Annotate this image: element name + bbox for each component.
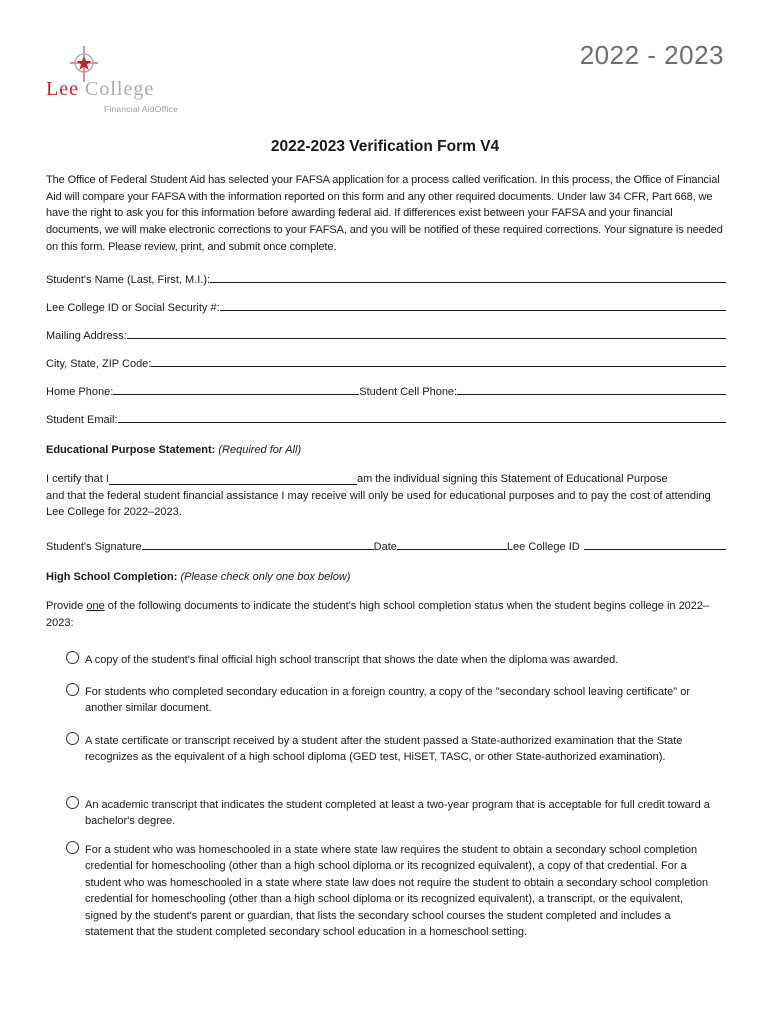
purpose-heading-note: (Required for All) [218, 444, 302, 456]
college-id-line[interactable] [584, 548, 726, 550]
option-academic-transcript-radio[interactable] [66, 796, 79, 809]
option-academic-transcript-label: An academic transcript that indicates the student completed at least a two-year program that is acceptable for full credit toward a bachelor's degree. [85, 799, 710, 828]
mailing-address-label: Mailing Address: [46, 330, 127, 342]
high-school-heading [46, 571, 350, 583]
purpose-heading-title: Educational Purpose Statement: [46, 444, 216, 456]
provide-before: Provide [46, 600, 87, 612]
compass-star-icon [68, 46, 100, 82]
city-state-zip-field[interactable] [46, 354, 726, 370]
cell-phone-line[interactable] [457, 393, 726, 395]
date-line[interactable] [397, 548, 507, 550]
certify-statement [46, 471, 726, 521]
mailing-address-line[interactable] [127, 337, 726, 339]
intro-paragraph: The Office of Federal Student Aid has selected your FAFSA application for a process called verification. In this process, the Office of Financial Aid will compare your FAFSA with the information reported on this form and any other required documents. Under law 34 CFR, Part 668, we have the right to ask you for this information before awarding federal aid. If differences exist between your FAFSA and your financial documents, we will make electronic corrections to your FAFSA, and you will be notified of these required corrections. Your signature is needed on this form. Please review, print, and submit once complete. [46, 174, 723, 253]
student-name-label: Student's Name (Last, First, M.I.): [46, 274, 211, 286]
student-id-line[interactable] [220, 309, 726, 311]
option-transcript-label: A copy of the student's final official high school transcript that shows the date when the diploma was awarded. [85, 654, 619, 666]
student-name-line[interactable] [210, 281, 726, 283]
email-field[interactable] [46, 410, 726, 426]
city-state-zip-line[interactable] [151, 365, 726, 367]
city-state-zip-label: City, State, ZIP Code: [46, 358, 152, 370]
certify-prefix: I certify that I [46, 473, 109, 485]
email-label: Student Email: [46, 414, 118, 426]
certify-name-line[interactable] [109, 483, 357, 485]
logo-subtitle: Financial AidOffice [104, 104, 179, 114]
form-title: 2022-2023 Verification Form V4 [270, 138, 500, 155]
home-phone-label: Home Phone: [46, 386, 114, 398]
college-id-label: Lee College ID [506, 541, 580, 553]
provide-after: of the following documents to indicate the student's high school completion status when the student begins college in 2022–2023: [46, 600, 710, 629]
option-state-certificate-radio[interactable] [66, 732, 79, 745]
option-state-certificate-label: A state certificate or transcript received by a student after the student passed a State-authorized examination that the State recognizes as the equivalent of a high school diploma (GED test, HiSET, TASC, or other State-authorized examination). [85, 735, 683, 764]
college-name [46, 78, 154, 101]
logo-lee: Lee [46, 78, 79, 100]
lee-college-logo [46, 46, 196, 120]
signature-line[interactable] [142, 548, 374, 550]
certify-suffix: am the individual signing this Statement of Educational Purpose [356, 473, 668, 485]
signature-row [46, 537, 726, 553]
home-phone-line[interactable] [113, 393, 359, 395]
high-school-heading-title: High School Completion: [46, 571, 178, 583]
mailing-address-field[interactable] [46, 326, 726, 342]
student-id-field[interactable] [46, 298, 726, 314]
certify-rest: and that the federal student financial assistance I may receive will only be used for educational purposes and to pay the cost of attending Lee College for 2022–2023. [46, 489, 711, 519]
provide-instructions [46, 598, 726, 631]
purpose-heading [46, 444, 301, 456]
option-transcript-radio[interactable] [66, 651, 79, 664]
phone-field-row [46, 382, 726, 398]
year-range: 2022 - 2023 [579, 40, 724, 70]
student-id-label: Lee College ID or Social Security #: [46, 302, 220, 314]
option-foreign-certificate-radio[interactable] [66, 683, 79, 696]
student-name-field[interactable] [46, 270, 726, 286]
option-homeschool-radio[interactable] [66, 841, 79, 854]
option-foreign-certificate-label: For students who completed secondary education in a foreign country, a copy of the "secondary school leaving certificate" or another similar document. [85, 686, 690, 715]
signature-label: Student's Signature [46, 541, 142, 553]
email-line[interactable] [118, 421, 726, 423]
logo-college: College [84, 78, 155, 100]
cell-phone-label: Student Cell Phone: [359, 386, 458, 398]
date-label: Date [373, 541, 397, 553]
high-school-heading-note: (Please check only one box below) [180, 571, 351, 583]
provide-one: one [86, 600, 105, 612]
option-homeschool-label: For a student who was homeschooled in a state where state law requires the student to obtain a secondary school completion credential for homeschooling (other than a high school diploma or its recognized equivalent), a copy of that credential. For a student who was homeschooled in a state where state law does not require the student to obtain a secondary school completion credential for homeschooling (other than a high school diploma or its recognized equivalent), a transcript, or the equivalent, signed by the student's parent or guardian, that lists the secondary school courses the student completed and includes a statement that the student completed secondary school education in a homeschool setting. [85, 844, 709, 939]
